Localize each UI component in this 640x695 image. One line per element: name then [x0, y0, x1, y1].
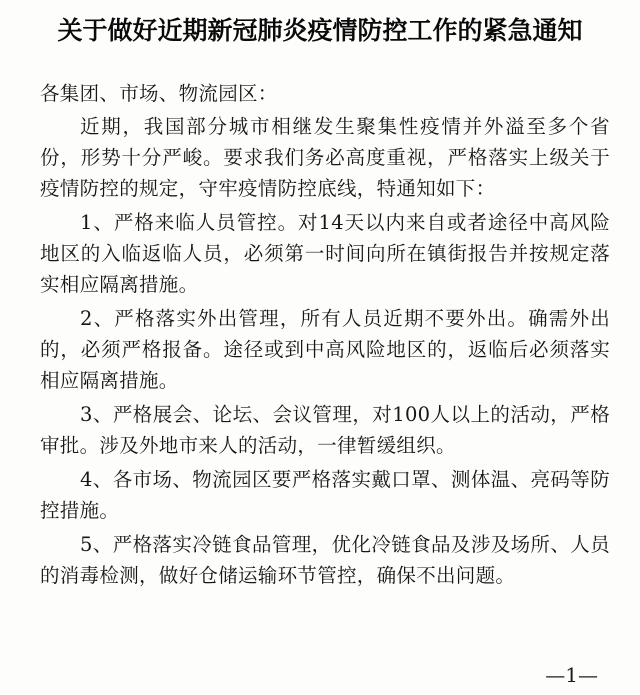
salutation: 各集团、市场、物流园区： — [40, 82, 278, 105]
intro-paragraph: 近期，我国部分城市相继发生聚集性疫情并外溢至多个省份，形势十分严峻。要求我们务必高度重视，严格落实上级关于疫情防控的规定，守牢疫情防控底线，特通知如下： — [40, 115, 610, 200]
item-4-paragraph: 4、各市场、物流园区要严格落实戴口罩、测体温、亮码等防控措施。 — [40, 468, 610, 522]
item-1-paragraph: 1、严格来临人员管控。对14天以内来自或者途径中高风险地区的入临返临人员，必须第一时间向所在镇街报告并按规定落实相应隔离措施。 — [40, 211, 610, 296]
item-2-paragraph: 2、严格落实外出管理，所有人员近期不要外出。确需外出的，必须严格报备。途径或到中高风险地区的，返临后必须落实相应隔离措施。 — [40, 307, 610, 392]
document-title: 关于做好近期新冠肺炎疫情防控工作的紧急通知 — [57, 16, 583, 45]
page-number: —1— — [545, 663, 598, 687]
document-body — [40, 78, 610, 591]
item-3-paragraph: 3、严格展会、论坛、会议管理，对100人以上的活动，严格审批。涉及外地市来人的活动，一律暂缓组织。 — [40, 403, 610, 457]
item-5-paragraph: 5、严格落实冷链食品管理，优化冷链食品及涉及场所、人员的消毒检测，做好仓储运输环节管控，确保不出问题。 — [40, 533, 610, 587]
